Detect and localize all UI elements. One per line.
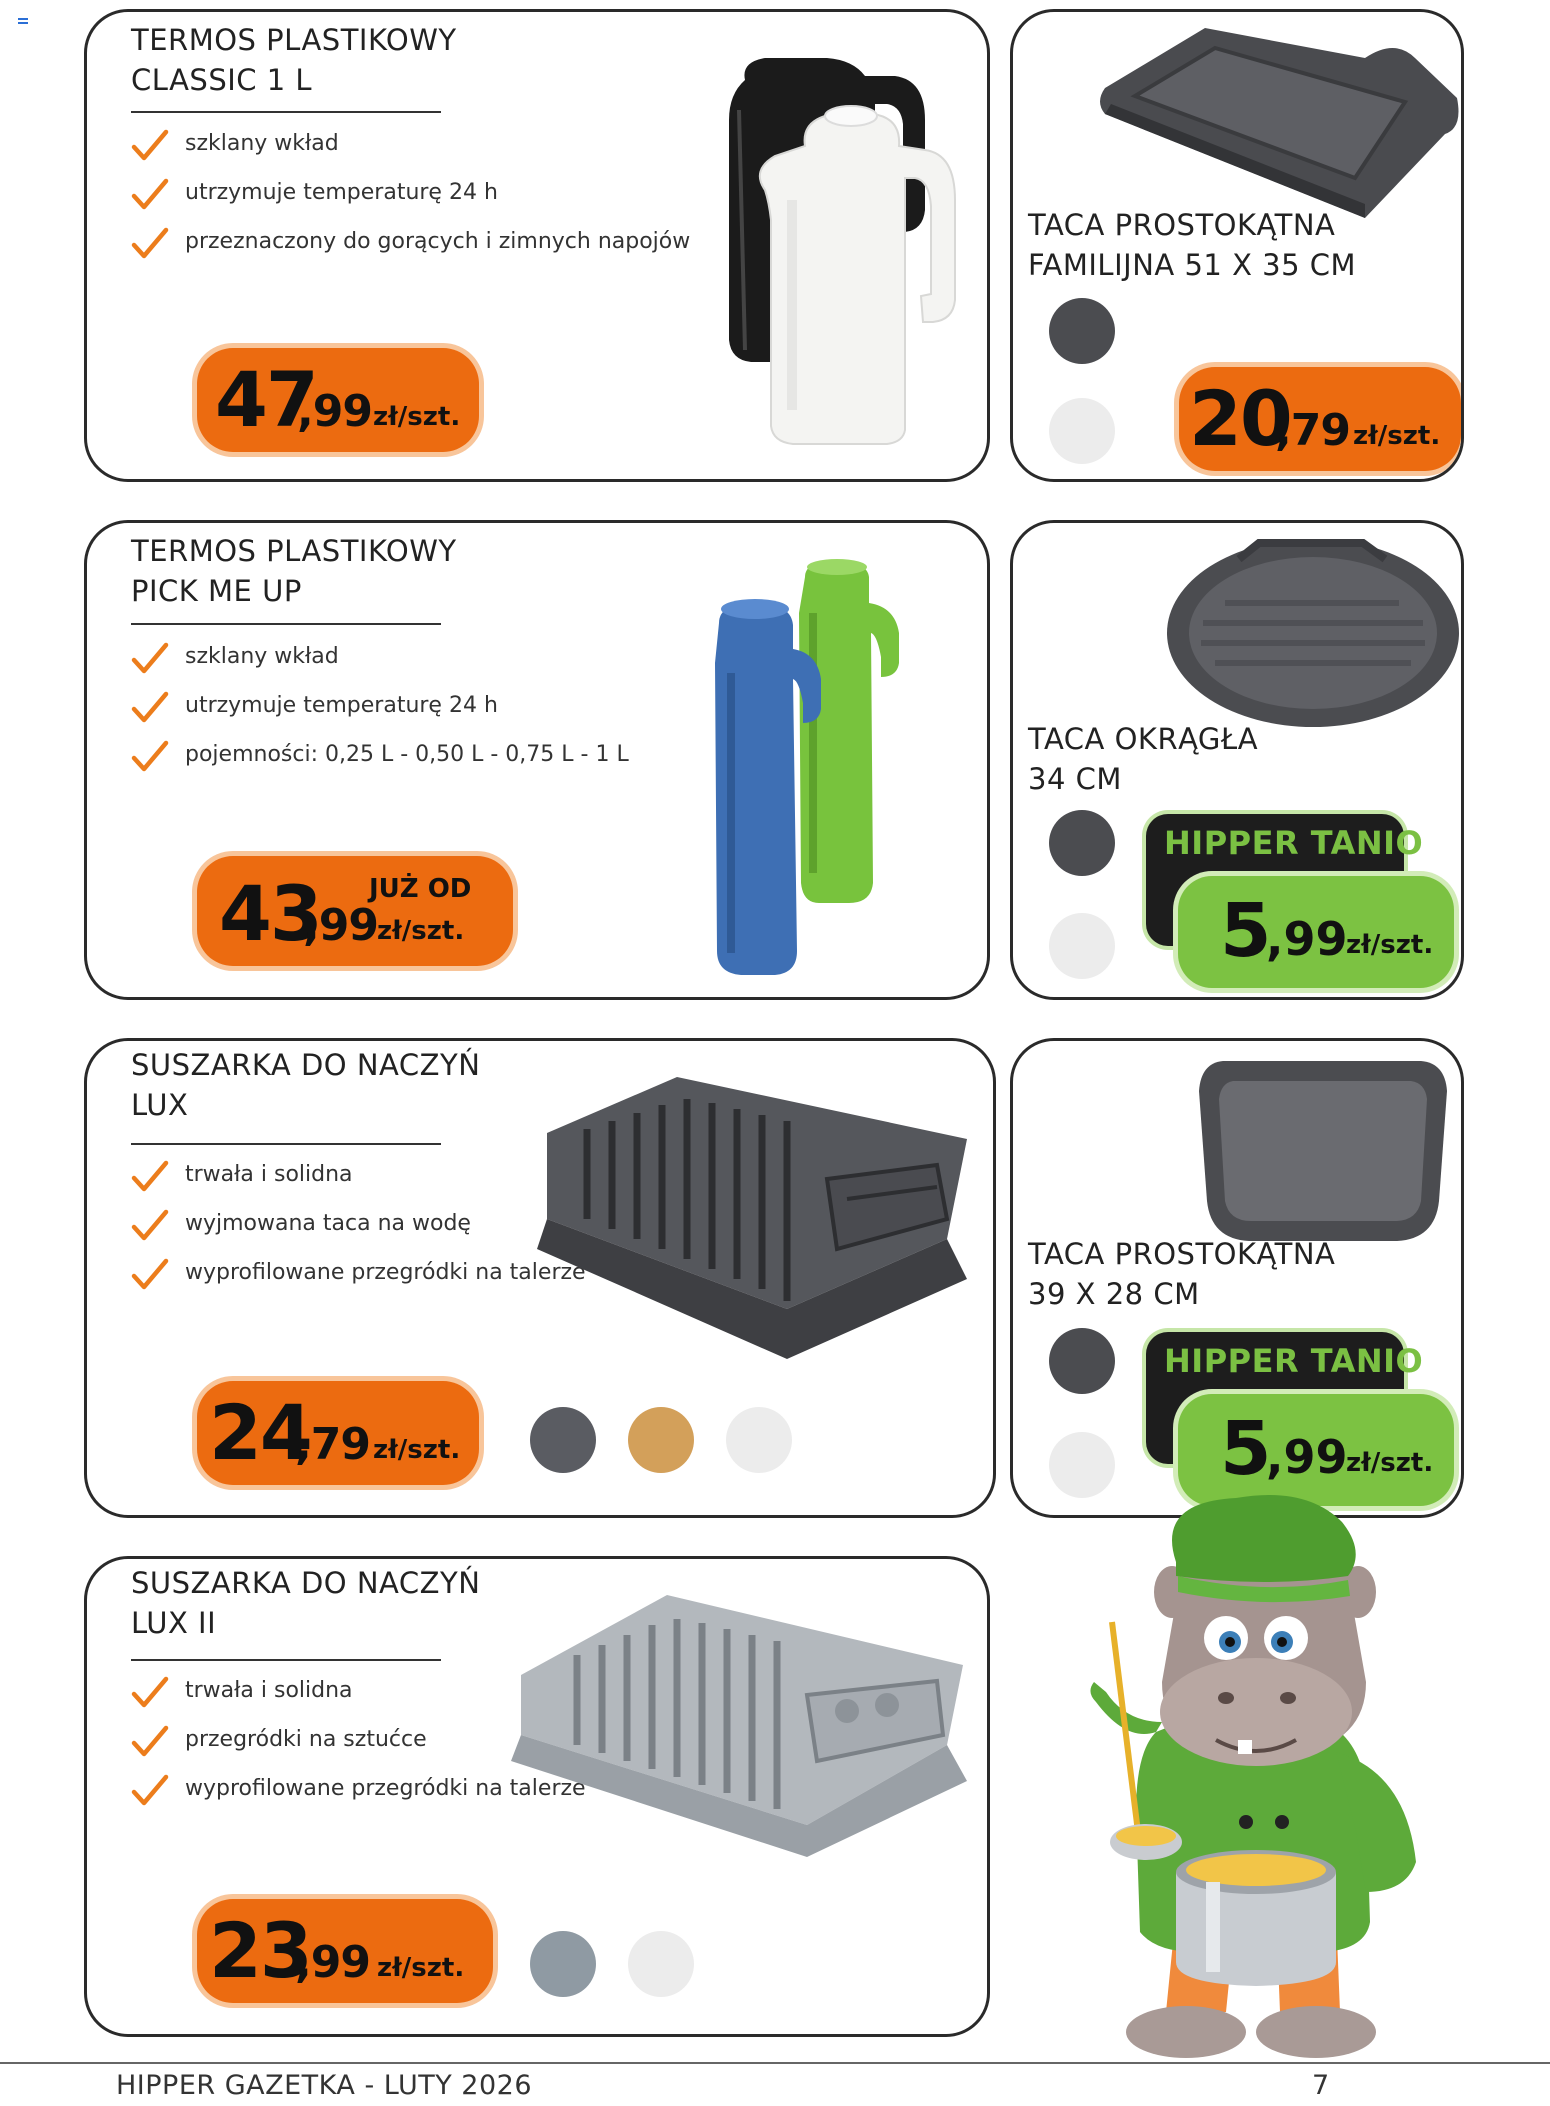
feature-item: utrzymuje temperaturę 24 h	[131, 173, 690, 222]
price-tag	[197, 856, 513, 966]
product-card-suszarka-lux-ii[interactable]	[84, 1556, 990, 2037]
price-unit: zł/szt.	[1353, 421, 1441, 451]
price-unit: zł/szt.	[377, 916, 465, 946]
price-integer: 5	[1220, 888, 1272, 974]
dish-drainer-lux-ii-image	[507, 1585, 973, 1863]
color-swatch-white[interactable]	[1049, 913, 1115, 979]
feature-list	[131, 1155, 586, 1302]
check-icon	[131, 641, 169, 677]
hipper-tanio-badge	[1146, 814, 1456, 990]
feature-item: szklany wkład	[131, 637, 629, 686]
price-tag-green	[1178, 876, 1454, 988]
price-decimal: ,99	[295, 1937, 370, 1988]
feature-item: wyjmowana taca na wodę	[131, 1204, 586, 1253]
color-swatch-dark-gray[interactable]	[1049, 1328, 1115, 1394]
feature-item: wyprofilowane przegródki na talerze	[131, 1253, 586, 1302]
product-title: TACA PROSTOKĄTNA 39 X 28 CM	[1028, 1237, 1336, 1311]
check-icon	[131, 690, 169, 726]
price-unit: zł/szt.	[373, 402, 461, 432]
title-divider	[131, 623, 441, 625]
corner-mark	[18, 18, 28, 24]
check-icon	[131, 128, 169, 164]
check-icon	[131, 1773, 169, 1809]
product-card-termos-pick-me-up[interactable]	[84, 520, 990, 1000]
title-divider	[131, 1143, 441, 1145]
feature-item: utrzymuje temperaturę 24 h	[131, 686, 629, 735]
color-swatch-white[interactable]	[1049, 1432, 1115, 1498]
price-decimal: ,79	[295, 1419, 370, 1470]
badge-label: HIPPER TANIO	[1164, 824, 1424, 862]
price-unit: zł/szt.	[1346, 1448, 1434, 1478]
page-number: 7	[1312, 2070, 1330, 2101]
price-integer: 43	[219, 869, 321, 958]
color-swatch-white[interactable]	[1049, 398, 1115, 464]
check-icon	[131, 1675, 169, 1711]
check-icon	[131, 739, 169, 775]
color-swatch-blue-gray[interactable]	[530, 1931, 596, 1997]
title-divider	[131, 111, 441, 113]
footer-title: HIPPER GAZETKA - LUTY 2026	[116, 2070, 533, 2101]
price-decimal: ,79	[1275, 405, 1350, 456]
check-icon	[131, 1724, 169, 1760]
feature-item: trwała i solidna	[131, 1155, 586, 1204]
price-tag	[1179, 367, 1461, 471]
feature-item: wyprofilowane przegródki na talerze	[131, 1769, 586, 1818]
product-title: TERMOS PLASTIKOWY CLASSIC 1 L	[131, 23, 457, 97]
hippo-chef-mascot	[1066, 1492, 1460, 2072]
price-tag	[197, 1381, 479, 1485]
dish-drainer-lux-image	[527, 1069, 977, 1377]
feature-item: szklany wkład	[131, 124, 690, 173]
color-swatch-white[interactable]	[726, 1407, 792, 1473]
footer-divider	[0, 2062, 1550, 2064]
price-tag-green	[1178, 1394, 1454, 1506]
price-tag	[197, 1899, 493, 2003]
feature-list	[131, 124, 690, 271]
price-unit: zł/szt.	[377, 1953, 465, 1983]
price-integer: 47	[215, 355, 317, 444]
product-title: TACA OKRĄGŁA 34 CM	[1028, 722, 1259, 796]
check-icon	[131, 1208, 169, 1244]
product-card-taca-familijna[interactable]	[1010, 9, 1464, 482]
price-unit: zł/szt.	[373, 1435, 461, 1465]
color-swatch-graphite[interactable]	[530, 1407, 596, 1473]
color-swatch-white[interactable]	[628, 1931, 694, 1997]
feature-item: przegródki na sztućce	[131, 1720, 586, 1769]
price-integer: 24	[209, 1388, 311, 1477]
thermos-product-image	[705, 50, 967, 446]
price-integer: 23	[209, 1906, 311, 1995]
color-swatch-dark-gray[interactable]	[1049, 298, 1115, 364]
feature-item: trwała i solidna	[131, 1671, 586, 1720]
product-card-suszarka-lux[interactable]	[84, 1038, 996, 1518]
product-title: TACA PROSTOKĄTNA FAMILIJNA 51 X 35 CM	[1028, 208, 1357, 282]
price-unit: zł/szt.	[1346, 930, 1434, 960]
product-card-taca-okragla[interactable]	[1010, 520, 1464, 1000]
price-integer: 5	[1220, 1406, 1272, 1492]
price-tag	[197, 348, 479, 452]
feature-list	[131, 637, 629, 784]
price-decimal: ,99	[297, 386, 372, 437]
check-icon	[131, 177, 169, 213]
price-decimal: ,99	[1266, 912, 1348, 966]
price-decimal: ,99	[303, 900, 378, 951]
rectangular-tray-image	[1065, 18, 1464, 218]
color-swatch-dark-gray[interactable]	[1049, 810, 1115, 876]
badge-label: HIPPER TANIO	[1164, 1342, 1424, 1380]
product-title: TERMOS PLASTIKOWY PICK ME UP	[131, 534, 457, 608]
price-prefix: JUŻ OD	[369, 874, 472, 904]
product-title: SUSZARKA DO NACZYŃ LUX	[131, 1048, 481, 1122]
round-tray-image	[1163, 529, 1464, 729]
square-tray-image	[1193, 1051, 1451, 1251]
feature-item: przeznaczony do gorących i zimnych napojów	[131, 222, 690, 271]
title-divider	[131, 1659, 441, 1661]
product-card-taca-39x28[interactable]	[1010, 1038, 1464, 1518]
check-icon	[131, 1159, 169, 1195]
hipper-tanio-badge	[1146, 1332, 1456, 1508]
price-integer: 20	[1189, 374, 1291, 463]
price-decimal: ,99	[1266, 1430, 1348, 1484]
feature-item: pojemności: 0,25 L - 0,50 L - 0,75 L - 1 L	[131, 735, 629, 784]
check-icon	[131, 226, 169, 262]
thermos-pick-me-up-image	[709, 553, 929, 981]
color-swatch-beige[interactable]	[628, 1407, 694, 1473]
product-card-termos-classic[interactable]	[84, 9, 990, 482]
check-icon	[131, 1257, 169, 1293]
product-title: SUSZARKA DO NACZYŃ LUX II	[131, 1566, 481, 1640]
